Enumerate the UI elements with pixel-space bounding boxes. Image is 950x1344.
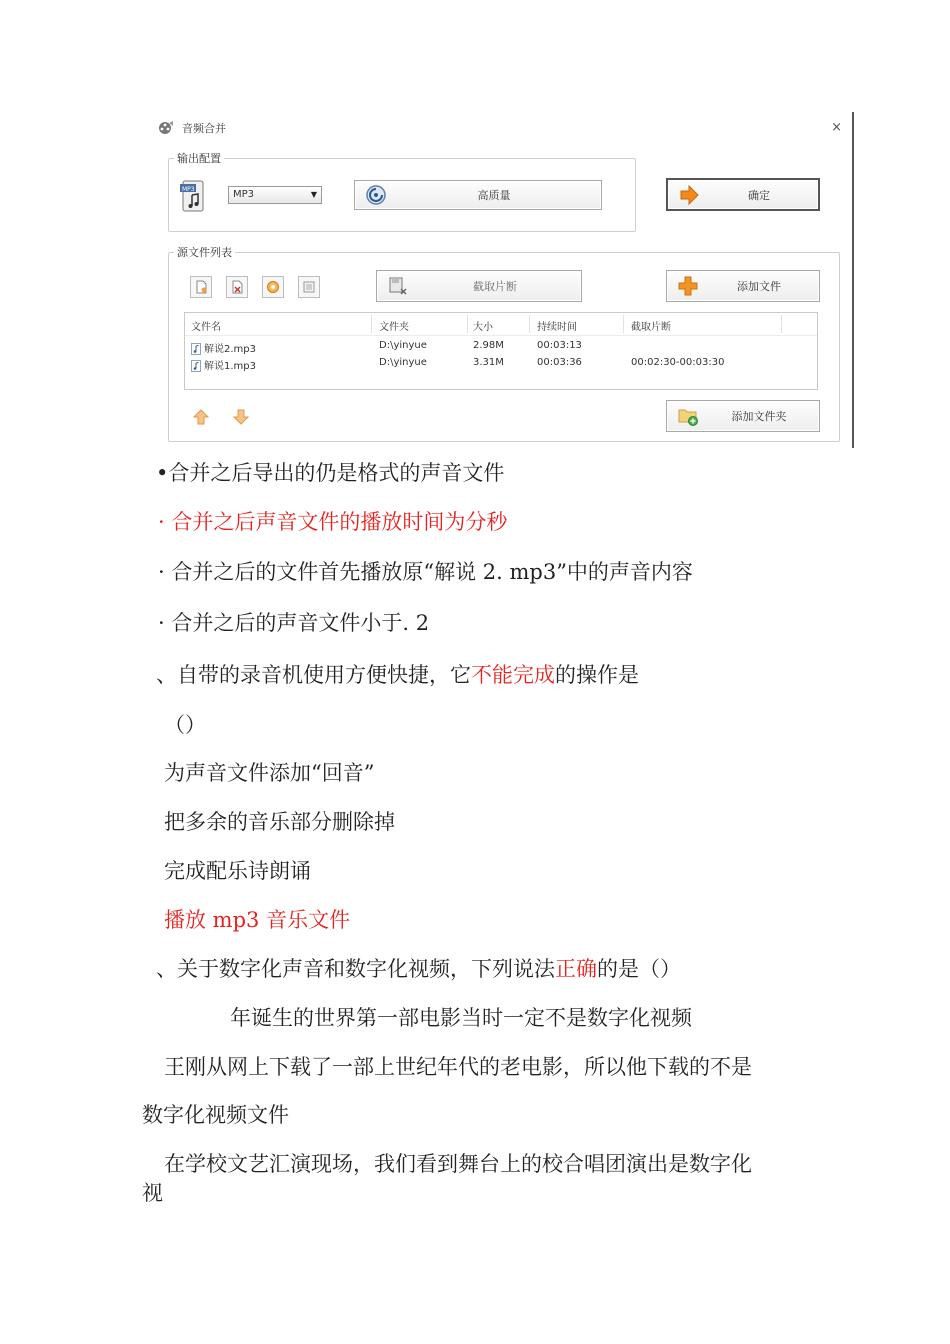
option-b: 王刚从网上下载了一部上世纪年代的老电影，所以他下载的不是 xyxy=(164,1055,752,1079)
statement-3: · 合并之后的文件首先播放原“解说 2. mp3”中的声音内容 xyxy=(158,560,693,584)
option-a: 年诞生的世界第一部电影当时一定不是数字化视频 xyxy=(230,1006,692,1030)
question-text: 、自带的录音机使用方便快捷，它 xyxy=(156,663,471,687)
col-header-clip[interactable]: 截取片断 xyxy=(631,322,671,333)
question-text: 的是（） xyxy=(597,957,681,981)
question-text: 的操作是 xyxy=(555,663,639,687)
format-select[interactable] xyxy=(228,186,322,204)
option-2: 把多余的音乐部分删除掉 xyxy=(164,810,395,834)
move-up-icon[interactable] xyxy=(192,408,210,426)
add-folder-button[interactable] xyxy=(666,400,820,432)
list-icon xyxy=(302,280,316,294)
save-scissors-icon xyxy=(387,275,409,297)
confirm-button[interactable] xyxy=(666,178,820,211)
file-list-table[interactable] xyxy=(184,312,818,390)
audio-file-icon xyxy=(191,343,201,355)
table-row[interactable] xyxy=(185,338,817,354)
output-config-legend: 输出配置 xyxy=(177,152,221,165)
move-down-icon[interactable] xyxy=(232,408,250,426)
source-files-legend: 源文件列表 xyxy=(177,246,232,259)
svg-text:MP3: MP3 xyxy=(182,186,195,193)
format-value: MP3 xyxy=(233,189,255,200)
column-divider xyxy=(529,315,530,333)
option-3: 完成配乐诗朗诵 xyxy=(164,859,311,883)
delete-document-icon xyxy=(230,280,244,294)
col-header-size[interactable]: 大小 xyxy=(473,322,493,333)
add-file-label: 添加文件 xyxy=(737,280,781,293)
size-cell: 3.31M xyxy=(473,357,504,368)
question-digital-media xyxy=(156,954,681,984)
col-header-folder[interactable]: 文件夹 xyxy=(379,322,409,333)
quality-disc-icon xyxy=(365,184,387,206)
statement-2-correct: · 合并之后声音文件的播放时间为分秒 xyxy=(158,510,508,534)
option-b-continued: 数字化视频文件 xyxy=(142,1103,289,1127)
duration-cell: 00:03:36 xyxy=(537,357,582,368)
properties-button[interactable] xyxy=(298,276,320,298)
new-document-icon xyxy=(194,280,208,294)
title-bar xyxy=(158,118,226,138)
question-recorder xyxy=(156,660,639,690)
statement-4: · 合并之后的声音文件小于. 2 xyxy=(158,611,430,635)
duration-cell: 00:03:13 xyxy=(537,340,582,351)
question-keyword: 正确 xyxy=(555,957,597,981)
dropdown-arrow-icon: ▼ xyxy=(310,190,317,199)
folder-cell: D:\yinyue xyxy=(379,357,427,368)
close-button[interactable]: × xyxy=(831,120,842,135)
clip-segment-label: 截取片断 xyxy=(473,280,517,293)
column-divider xyxy=(467,315,468,333)
mp3-file-icon xyxy=(180,180,206,212)
film-reel-icon xyxy=(158,120,174,136)
size-cell: 2.98M xyxy=(473,340,504,351)
option-c-continued: 视 xyxy=(142,1181,163,1205)
option-4-correct: 播放 mp3 音乐文件 xyxy=(164,908,351,932)
file-name-cell xyxy=(191,340,256,355)
option-1: 为声音文件添加“回音” xyxy=(164,761,375,785)
arrow-right-icon xyxy=(678,184,700,206)
dialog-border xyxy=(852,112,854,448)
clip-segment-button[interactable] xyxy=(376,270,582,302)
question-text: 、关于数字化声音和数字化视频，下列说法 xyxy=(156,957,555,981)
folder-cell: D:\yinyue xyxy=(379,340,427,351)
column-divider xyxy=(781,315,782,333)
remove-file-button[interactable] xyxy=(226,276,248,298)
plus-icon xyxy=(677,275,699,297)
header-divider xyxy=(185,335,817,336)
audio-file-icon xyxy=(191,360,201,372)
column-divider xyxy=(623,315,624,333)
play-button[interactable] xyxy=(262,276,284,298)
new-list-button[interactable] xyxy=(190,276,212,298)
table-row[interactable] xyxy=(185,355,817,371)
col-header-name[interactable]: 文件名 xyxy=(191,322,221,333)
quality-button[interactable] xyxy=(354,180,602,210)
answer-blank: （） xyxy=(164,713,206,737)
dialog-title: 音频合并 xyxy=(182,122,226,135)
clip-cell: 00:02:30-00:03:30 xyxy=(631,357,725,368)
file-name-text: 解说1.mp3 xyxy=(204,361,256,372)
column-divider xyxy=(371,315,372,333)
quality-label: 高质量 xyxy=(477,189,511,202)
add-folder-label: 添加文件夹 xyxy=(731,410,787,423)
folder-add-icon xyxy=(677,405,699,427)
confirm-label: 确定 xyxy=(748,188,770,202)
add-file-button[interactable] xyxy=(666,270,820,302)
option-c: 在学校文艺汇演现场，我们看到舞台上的校合唱团演出是数字化 xyxy=(164,1152,752,1176)
play-circle-icon xyxy=(266,280,280,294)
file-name-cell xyxy=(191,357,256,372)
audio-merge-dialog xyxy=(150,112,854,448)
statement-1: •合并之后导出的仍是格式的声音文件 xyxy=(156,461,505,485)
file-name-text: 解说2.mp3 xyxy=(204,344,256,355)
question-keyword: 不能完成 xyxy=(471,663,555,687)
col-header-duration[interactable]: 持续时间 xyxy=(537,322,577,333)
